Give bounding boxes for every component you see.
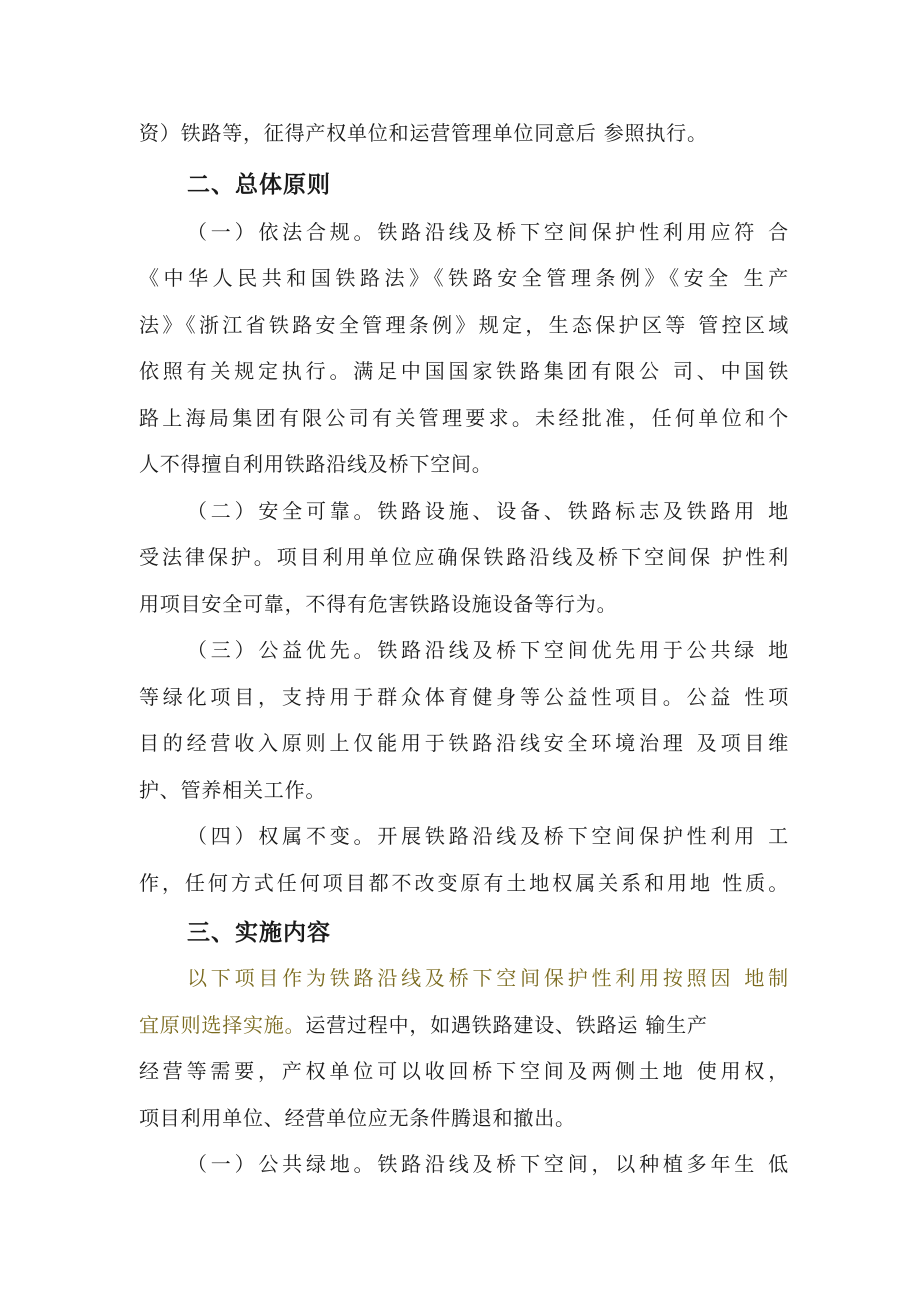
section-heading-principles: 二、总体原则 <box>187 172 331 198</box>
paragraph-line: 用项目安全可靠，不得有危害铁路设施设备等行为。 <box>139 592 618 616</box>
paragraph-line: 受法律保护。项目利用单位应确保铁路沿线及桥下空间保 护性利 <box>139 545 789 569</box>
paragraph-line: 路上海局集团有限公司有关管理要求。未经批准，任何单位和个 <box>139 406 789 430</box>
paragraph-line: （一）依法合规。铁路沿线及桥下空间保护性利用应符 合 <box>187 220 789 244</box>
section-heading-implementation: 三、实施内容 <box>187 920 331 946</box>
plain-text: 运营过程中，如遇铁路建设、铁路运 输生产 <box>305 1013 708 1037</box>
paragraph-line: 作，任何方式任何项目都不改变原有土地权属关系和用地 性质。 <box>139 871 789 895</box>
paragraph-line: （二）安全可靠。铁路设施、设备、铁路标志及铁路用 地 <box>187 499 789 523</box>
paragraph-line: 目的经营收入原则上仅能用于铁路沿线安全环境治理 及项目维 <box>139 731 789 755</box>
highlighted-text: 宜原则选择实施。 <box>139 1013 306 1037</box>
paragraph-line: 资）铁路等，征得产权单位和运营管理单位同意后 参照执行。 <box>139 121 708 145</box>
paragraph-line-highlighted: 以下项目作为铁路沿线及桥下空间保护性利用按照因 地制 <box>187 966 789 990</box>
paragraph-line: （一）公共绿地。铁路沿线及桥下空间，以种植多年生 低 <box>187 1152 789 1176</box>
paragraph-line-mixed <box>139 1011 789 1039</box>
paragraph-line: 护、管养相关工作。 <box>139 778 327 802</box>
paragraph-line: 经营等需要，产权单位可以收回桥下空间及两侧土地 使用权， <box>139 1059 789 1083</box>
paragraph-line: 等绿化项目，支持用于群众体育健身等公益性项目。公益 性项 <box>139 685 789 709</box>
paragraph-line: （四）权属不变。开展铁路沿线及桥下空间保护性利用 工 <box>187 824 789 848</box>
paragraph-line: 《中华人民共和国铁路法》《铁路安全管理条例》《安全 生产 <box>139 266 789 290</box>
paragraph-line: 项目利用单位、经营单位应无条件腾退和撤出。 <box>139 1106 576 1130</box>
paragraph-line: （三）公益优先。铁路沿线及桥下空间优先用于公共绿 地 <box>187 638 789 662</box>
paragraph-line: 人不得擅自利用铁路沿线及桥下空间。 <box>139 452 493 476</box>
paragraph-line: 法》《浙江省铁路安全管理条例》规定，生态保护区等 管控区域 <box>139 313 789 337</box>
paragraph-line: 依照有关规定执行。满足中国国家铁路集团有限公 司、中国铁 <box>139 359 789 383</box>
